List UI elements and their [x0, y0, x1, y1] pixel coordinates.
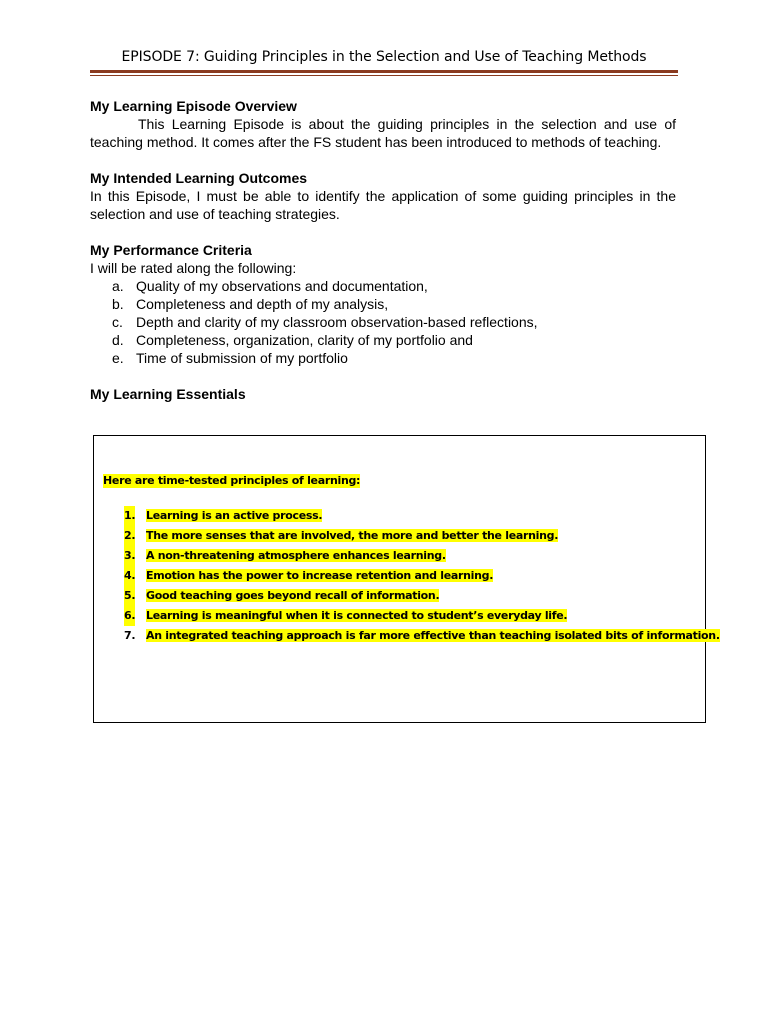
list-item: [124, 546, 694, 566]
principle-text: Good teaching goes beyond recall of information.: [146, 589, 440, 602]
list-item: [124, 586, 694, 606]
principle-text: Learning is meaningful when it is connected to student’s everyday life.: [146, 609, 568, 622]
list-number: 6.: [124, 606, 135, 626]
list-item: [90, 313, 676, 331]
list-item-text: Depth and clarity of my classroom observation-based reflections,: [136, 314, 538, 330]
criteria-section: [90, 241, 676, 367]
list-item: [90, 277, 676, 295]
header-rule: [90, 70, 678, 73]
list-item: [124, 566, 694, 586]
list-item: [124, 626, 720, 646]
header-rule-thin: [90, 75, 678, 76]
principle-text: Emotion has the power to increase retention and learning.: [146, 569, 494, 582]
list-number: 1.: [124, 506, 135, 526]
overview-heading: My Learning Episode Overview: [90, 98, 297, 114]
criteria-intro: I will be rated along the following:: [90, 260, 297, 276]
list-marker: e.: [112, 350, 124, 366]
criteria-list: [90, 277, 676, 367]
list-marker: a.: [112, 278, 124, 294]
principles-list: [124, 506, 720, 646]
list-item-text: Completeness and depth of my analysis,: [136, 296, 389, 312]
list-number: 2.: [124, 526, 135, 546]
principle-text: Learning is an active process.: [146, 509, 323, 522]
list-marker: b.: [112, 296, 124, 312]
list-item: [124, 506, 694, 526]
list-marker: d.: [112, 332, 124, 348]
document-body: [90, 97, 676, 403]
list-item: [90, 331, 676, 349]
list-item-text: Time of submission of my portfolio: [136, 350, 348, 366]
list-number: 5.: [124, 586, 135, 606]
principle-text: A non-threatening atmosphere enhances learning.: [146, 549, 446, 562]
outcomes-text: In this Episode, I must be able to identify the application of some guiding principles in the selection and use of teaching strategies.: [90, 188, 676, 222]
overview-text: This Learning Episode is about the guiding principles in the selection and use of teaching method. It comes after the FS student has been introduced to methods of teaching.: [90, 116, 676, 150]
list-number: 3.: [124, 546, 135, 566]
list-item-text: Quality of my observations and documentation,: [136, 278, 428, 294]
list-number: 7.: [124, 629, 136, 642]
episode-title: EPISODE 7: Guiding Principles in the Selection and Use of Teaching Methods: [121, 49, 647, 65]
essentials-heading: My Learning Essentials: [90, 386, 246, 402]
list-marker: c.: [112, 314, 123, 330]
list-item: [90, 295, 676, 313]
outcomes-section: [90, 169, 676, 223]
list-item: [124, 606, 694, 626]
list-number: 4.: [124, 566, 135, 586]
list-item: [90, 349, 676, 367]
list-item-text: Completeness, organization, clarity of my portfolio and: [136, 332, 473, 348]
essentials-intro: Here are time-tested principles of learning:: [103, 474, 361, 487]
outcomes-heading: My Intended Learning Outcomes: [90, 170, 308, 186]
overview-section: [90, 97, 676, 151]
criteria-heading: My Performance Criteria: [90, 242, 252, 258]
principle-text: The more senses that are involved, the more and better the learning.: [146, 529, 559, 542]
principle-text: An integrated teaching approach is far more effective than teaching isolated bits of information.: [146, 629, 720, 642]
list-item: [124, 526, 694, 546]
essentials-box: [93, 435, 720, 723]
